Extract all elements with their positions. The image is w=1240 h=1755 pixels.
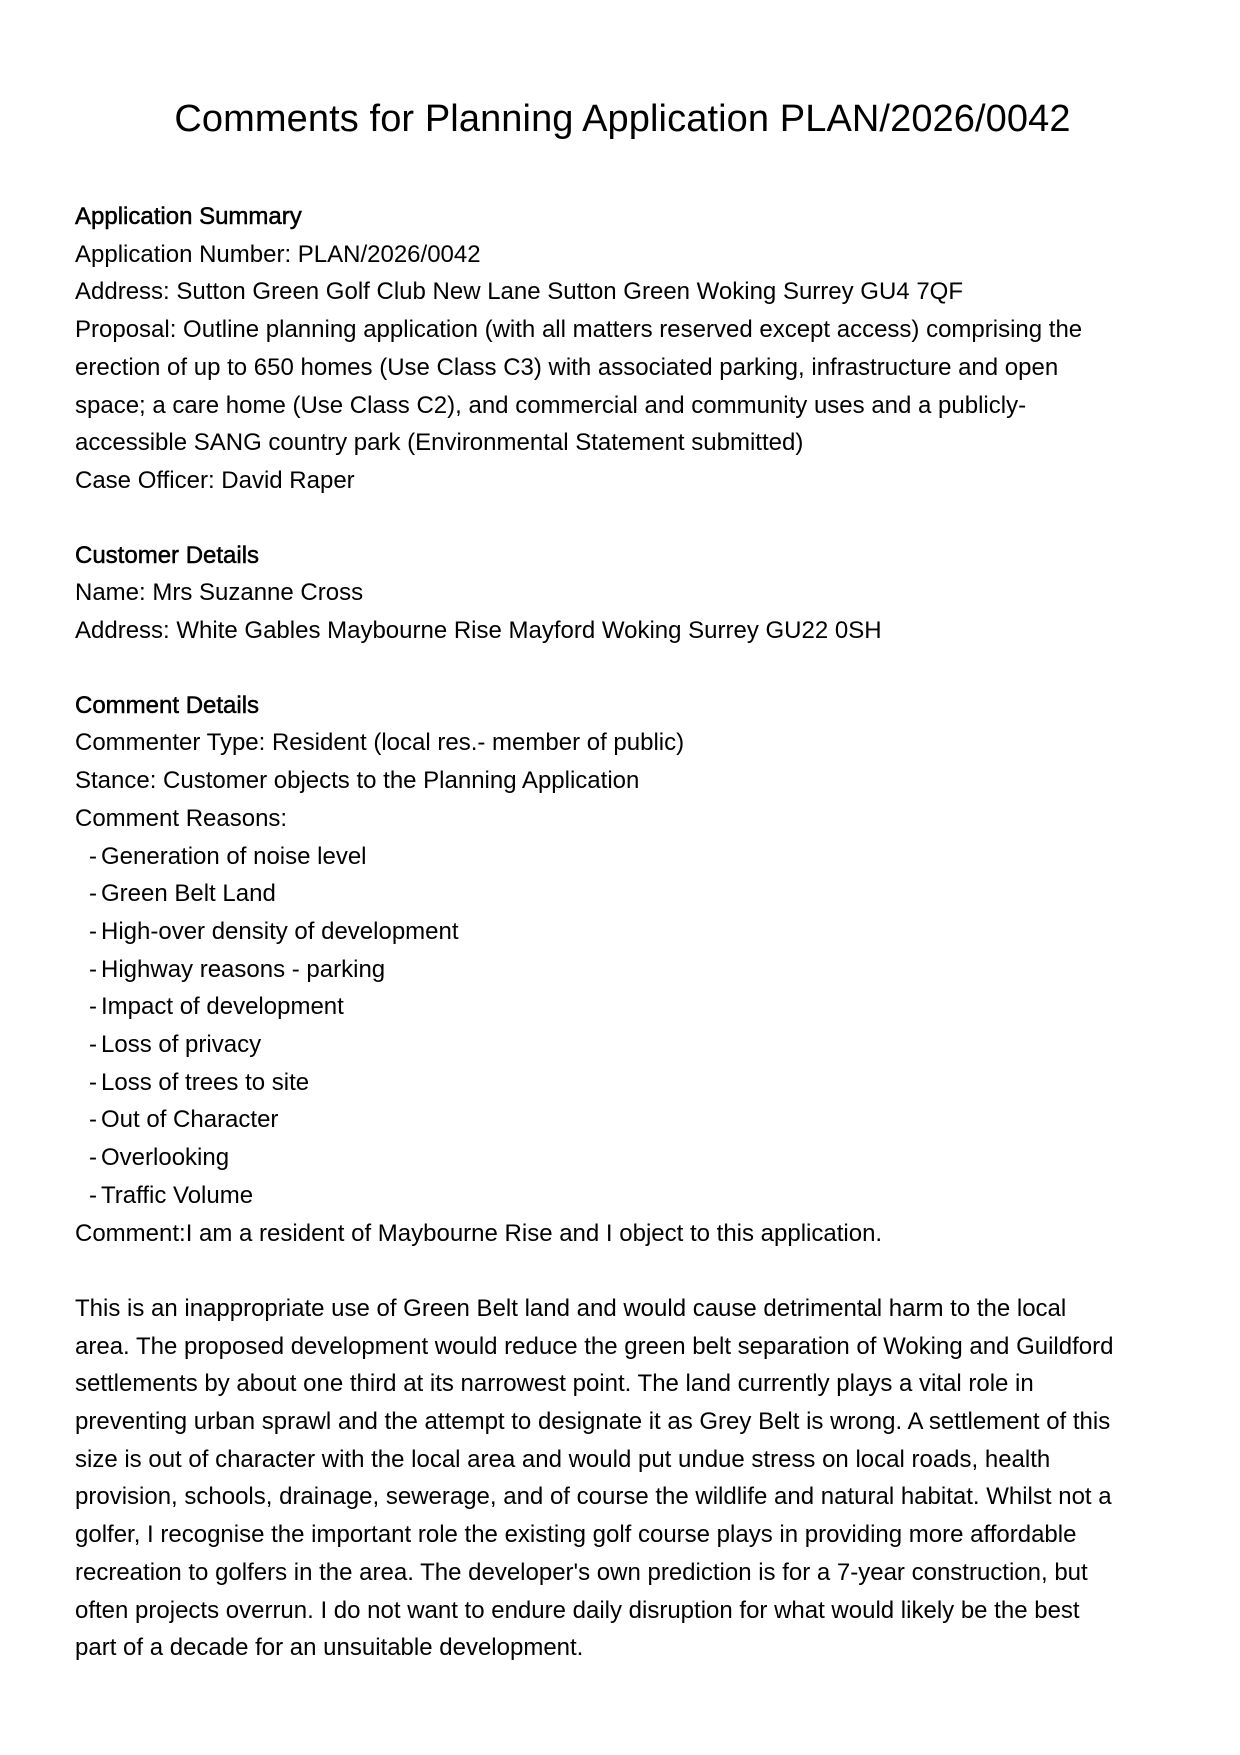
reason-text: Green Belt Land <box>101 880 276 908</box>
reason-text: High-over density of development <box>101 917 459 945</box>
proposal-line: accessible SANG country park (Environmental Statement submitted) <box>75 429 804 457</box>
comment-intro: Comment:I am a resident of Maybourne Rise and I object to this application. <box>75 1219 883 1247</box>
reason-text: Out of Character <box>101 1106 279 1134</box>
case-officer: Case Officer: David Raper <box>75 466 355 494</box>
comment-paragraph-line: area. The proposed development would reduce the green belt separation of Woking and Guildford <box>75 1332 1114 1360</box>
list-item: - Out of Character <box>89 1106 279 1134</box>
comment-paragraph-line: golfer, I recognise the important role the existing golf course plays in providing more affordable <box>75 1521 1077 1549</box>
application-summary-heading: Application Summary <box>75 203 302 230</box>
comment-paragraph-line: preventing urban sprawl and the attempt to designate it as Grey Belt is wrong. A settlement of this <box>75 1408 1111 1436</box>
reason-text: Loss of privacy <box>101 1031 262 1059</box>
comment-reasons-label: Comment Reasons: <box>75 804 288 832</box>
reason-text: Generation of noise level <box>101 842 367 870</box>
application-summary-section <box>75 198 1170 500</box>
comment-paragraph-line: This is an inappropriate use of Green Belt land and would cause detrimental harm to the local <box>75 1294 1067 1322</box>
list-item: - Green Belt Land <box>89 880 276 908</box>
comment-paragraph-line: provision, schools, drainage, sewerage, and of course the wildlife and natural habitat. Whilst not a <box>75 1483 1112 1511</box>
list-item: - Highway reasons - parking <box>89 955 386 983</box>
page-title: Comments for Planning Application PLAN/2026/0042 <box>174 98 1071 140</box>
reason-text: Traffic Volume <box>101 1181 254 1209</box>
list-item: - Generation of noise level <box>89 842 367 870</box>
list-item: - Traffic Volume <box>89 1181 254 1209</box>
reason-text: Overlooking <box>101 1144 230 1172</box>
customer-details-section <box>75 537 1170 650</box>
proposal-line: Proposal: Outline planning application (with all matters reserved except access) comprising the <box>75 316 1083 344</box>
comment-reasons-list <box>75 838 1170 1215</box>
comment-details-section <box>75 687 1170 1667</box>
customer-details-heading: Customer Details <box>75 541 260 569</box>
list-item: - Overlooking <box>89 1144 230 1172</box>
list-item: - Loss of trees to site <box>89 1068 310 1096</box>
reason-text: Impact of development <box>101 993 344 1021</box>
proposal <box>75 311 1170 462</box>
list-item: - Impact of development <box>89 993 344 1021</box>
proposal-line: space; a care home (Use Class C2), and commercial and community uses and a publicly- <box>75 391 1027 419</box>
reason-text: Loss of trees to site <box>101 1068 310 1096</box>
list-item: - High-over density of development <box>89 917 459 945</box>
comment-details-heading: Comment Details <box>75 691 260 719</box>
comment-paragraph-line: part of a decade for an unsuitable development. <box>75 1634 584 1662</box>
comment-paragraph-line: settlements by about one third at its narrowest point. The land currently plays a vital role in <box>75 1370 1034 1398</box>
stance: Stance: Customer objects to the Planning Application <box>75 767 640 795</box>
customer-address: Address: White Gables Maybourne Rise Mayford Woking Surrey GU22 0SH <box>75 617 882 645</box>
comment-paragraph-line: recreation to golfers in the area. The developer's own prediction is for a 7-year construction, but <box>75 1558 1088 1586</box>
customer-name: Name: Mrs Suzanne Cross <box>75 579 364 607</box>
reason-text: Highway reasons - parking <box>101 955 386 983</box>
comment-paragraph-line: size is out of character with the local area and would put undue stress on local roads, health <box>75 1445 1051 1473</box>
application-number: Application Number: PLAN/2026/0042 <box>75 240 481 268</box>
comment-paragraph <box>75 1290 1165 1667</box>
proposal-line: erection of up to 650 homes (Use Class C3) with associated parking, infrastructure and open <box>75 353 1059 381</box>
comment-paragraph-line: often projects overrun. I do not want to endure daily disruption for what would likely be the best <box>75 1596 1080 1624</box>
list-item: - Loss of privacy <box>89 1031 262 1059</box>
application-address: Address: Sutton Green Golf Club New Lane Sutton Green Woking Surrey GU4 7QF <box>75 278 963 306</box>
commenter-type: Commenter Type: Resident (local res.- member of public) <box>75 729 685 757</box>
